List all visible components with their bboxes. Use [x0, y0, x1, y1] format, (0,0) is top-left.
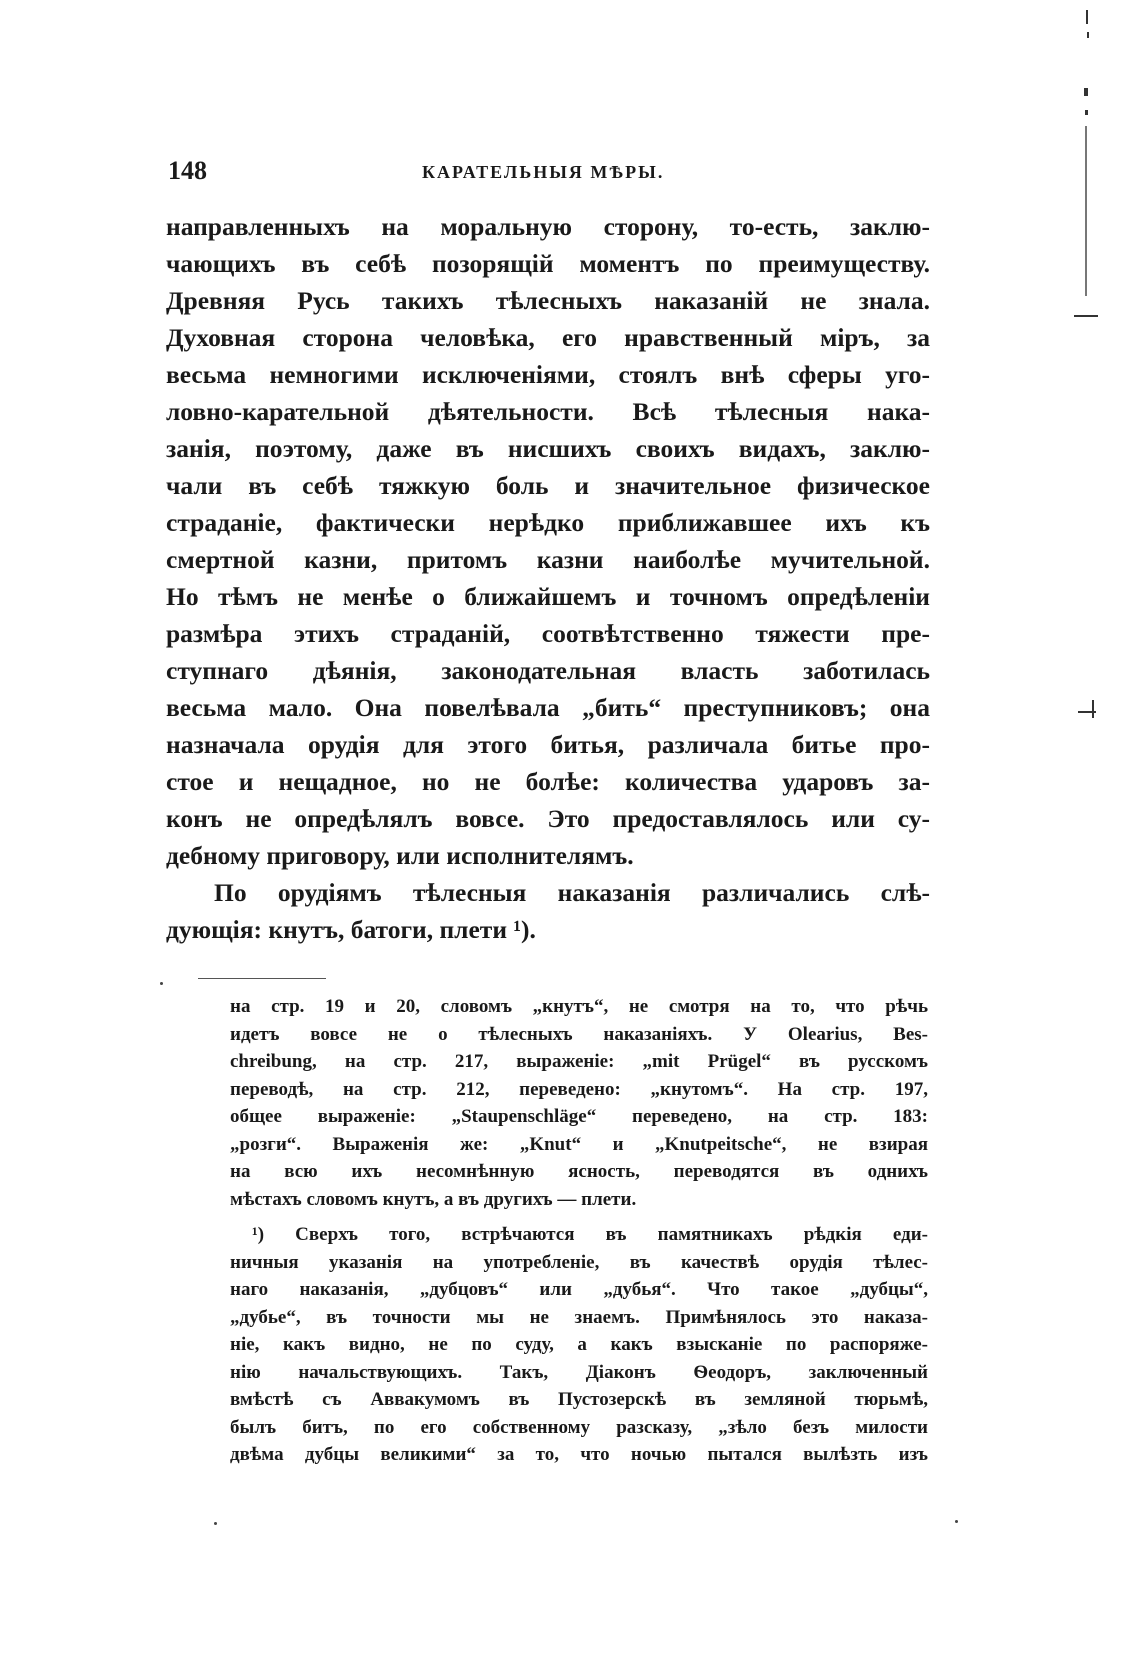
- text-line: конъ не опредѣлялъ вовсе. Это предоставлялось или су-: [166, 804, 930, 833]
- text-line: весьма немногими исключеніями, стоялъ внѣ сферы уго-: [166, 360, 930, 389]
- footnote-line: мѣстахъ словомъ кнутъ, а въ другихъ — плети.: [230, 1188, 637, 1210]
- text-line: ступнаго дѣянія, законодательная власть заботилась: [166, 656, 930, 685]
- text-line: стое и нещадное, но не болѣе: количества ударовъ за-: [166, 767, 930, 796]
- text-line: чали въ себѣ тяжкую боль и значительное физическое: [166, 471, 930, 500]
- footnote-continued: [230, 993, 928, 1213]
- footnote-line: идетъ вовсе не о тѣлесныхъ наказаніяхъ. У Olearius, Bes-: [230, 1023, 928, 1045]
- footnote-line: былъ битъ, по его собственному разсказу, „зѣло безъ милости: [230, 1416, 928, 1438]
- scan-mark: [1085, 126, 1087, 296]
- scan-speck: [955, 1520, 958, 1523]
- text-line: дующія: кнутъ, батоги, плети ¹).: [166, 915, 536, 944]
- text-line: смертной казни, притомъ казни наиболѣе мучительной.: [166, 545, 930, 574]
- text-line: Древняя Русь такихъ тѣлесныхъ наказаній не знала.: [166, 286, 930, 315]
- scan-mark: [1085, 110, 1088, 115]
- footnote-line: „дубье“, въ точности мы не знаемъ. Примѣнялось это наказа-: [230, 1306, 928, 1328]
- text-line: размѣра этихъ страданій, соотвѣтственно тяжести пре-: [166, 619, 930, 648]
- footnote-line: наго наказанія, „дубцовъ“ или „дубья“. Что такое „дубцы“,: [230, 1279, 928, 1300]
- text-line: ловно-карательной дѣятельности. Всѣ тѣлесныя нака-: [166, 397, 930, 426]
- page-number: 148: [168, 156, 207, 185]
- footnote-line: ничныя указанія на употребленіе, въ качествѣ орудія тѣлес-: [230, 1251, 928, 1273]
- text-line: Духовная сторона человѣка, его нравственный міръ, за: [166, 323, 930, 352]
- text-line: назначала орудія для этого битья, различала битье про-: [166, 730, 930, 759]
- scan-speck: [160, 982, 163, 985]
- footnote-line: двѣма дубцы великими“ за то, что ночью пытался вылѣзть изъ: [230, 1444, 928, 1465]
- footnote-separator: [198, 978, 326, 979]
- text-line: чающихъ въ себѣ позорящій моментъ по преимуществу.: [166, 249, 930, 278]
- footnote-1: [230, 1221, 928, 1469]
- scan-mark: [1092, 700, 1094, 718]
- footnotes: [230, 993, 928, 1469]
- page-header: [168, 156, 928, 196]
- footnote-line: chreibung, на стр. 217, выраженіе: „mit Prügel“ въ русскомъ: [230, 1051, 928, 1072]
- main-text: [166, 208, 930, 948]
- text-line: направленныхъ на моральную сторону, то-есть, заклю-: [166, 212, 930, 241]
- scan-mark: [1087, 32, 1089, 38]
- scan-speck: [214, 1522, 217, 1525]
- footnote-line: „розги“. Выраженія же: „Knut“ и „Knutpeitsche“, не взирая: [230, 1133, 928, 1155]
- scan-mark: [1074, 315, 1098, 317]
- footnote-line: переводѣ, на стр. 212, переведено: „кнутомъ“. На стр. 197,: [230, 1078, 928, 1100]
- footnote-line: ніе, какъ видно, не по суду, а какъ взысканіе по распоряже-: [230, 1334, 928, 1355]
- footnote-line: на стр. 19 и 20, словомъ „кнутъ“, не смотря на то, что рѣчь: [230, 996, 928, 1017]
- footnote-line: ¹) Сверхъ того, встрѣчаются въ памятникахъ рѣдкія еди-: [252, 1224, 928, 1245]
- text-line: дебному приговору, или исполнителямъ.: [166, 841, 634, 870]
- text-line: страданіе, фактически нерѣдко приближавшее ихъ къ: [166, 508, 930, 537]
- footnote-line: общее выраженіе: „Staupenschläge“ переведено, на стр. 183:: [230, 1106, 928, 1127]
- text-line: занія, поэтому, даже въ нисшихъ своихъ видахъ, заклю-: [166, 434, 930, 463]
- running-title: КАРАТЕЛЬНЫЯ МѢРЫ.: [422, 162, 665, 182]
- paragraph-start-line: По орудіямъ тѣлесныя наказанія различались слѣ-: [214, 878, 930, 907]
- scan-margin-marks: [1070, 0, 1100, 1654]
- footnote-line: нію начальствующихъ. Такъ, Діаконъ Ѳеодоръ, заключенный: [230, 1361, 928, 1383]
- text-line: весьма мало. Она повелѣвала „бить“ преступниковъ; она: [166, 693, 930, 722]
- footnote-line: вмѣстѣ съ Аввакумомъ въ Пустозерскѣ въ земляной тюрьмѣ,: [230, 1389, 928, 1410]
- text-line: Но тѣмъ не менѣе о ближайшемъ и точномъ опредѣленіи: [166, 582, 930, 611]
- footnote-gap: [230, 1213, 928, 1221]
- scan-mark: [1084, 88, 1088, 96]
- scan-mark: [1086, 10, 1088, 24]
- footnote-line: на всю ихъ несомнѣнную ясность, переводятся въ однихъ: [230, 1161, 928, 1182]
